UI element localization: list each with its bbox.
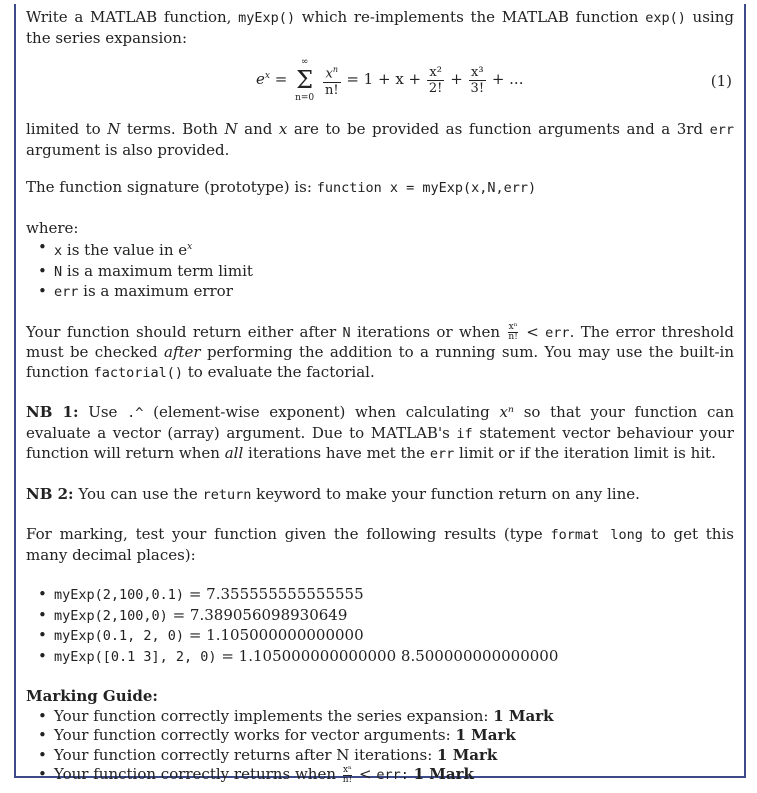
guide-text: Your function correctly returns when <box>54 765 336 783</box>
err-code: err: <box>376 767 409 783</box>
term-two-denominator: 2! <box>428 80 443 96</box>
nb2-label: NB 2: <box>26 484 74 503</box>
series-equation <box>26 54 734 116</box>
n-code: N <box>342 324 351 341</box>
variable-x: x <box>278 120 288 138</box>
return-paragraph <box>26 323 734 384</box>
emphasis-all: all <box>224 444 244 462</box>
nb1-text: Use <box>88 403 118 421</box>
list-item <box>54 606 734 627</box>
assignment-content <box>26 8 734 786</box>
test-call-code: myExp(2,100,0) <box>54 607 168 624</box>
limits-paragraph <box>26 120 734 160</box>
limits-text: limited to <box>26 120 101 138</box>
inline-denominator: n! <box>342 774 353 785</box>
sum-lower-limit: n=0 <box>295 93 315 103</box>
equation-body <box>256 56 523 114</box>
list-item <box>54 726 734 746</box>
return-text: Your function should return either after <box>26 322 337 341</box>
test-call-code: myExp(0.1, 2, 0) <box>54 628 185 644</box>
variable-n: N <box>224 120 238 138</box>
intro-paragraph <box>26 8 734 48</box>
nb1-paragraph <box>26 403 734 465</box>
guide-text: Your function correctly works for vector arguments: <box>54 726 451 744</box>
return-text: . The error threshold must be checked <box>26 322 734 361</box>
series-terms: = 1 + x + <box>346 70 422 88</box>
signature-paragraph <box>26 178 734 199</box>
nb2-text: keyword to make your function return on any line. <box>256 484 640 503</box>
builtin-function-code: exp() <box>645 10 686 26</box>
less-than: < <box>526 322 539 341</box>
numerator-exponent: n <box>332 65 338 75</box>
series-tail: + ... <box>491 70 524 88</box>
plus-sign: + <box>450 70 463 88</box>
param-code: x <box>54 243 63 259</box>
intro-text: Write a MATLAB function, <box>26 8 232 26</box>
if-keyword-code: if <box>456 425 473 442</box>
factorial-code: factorial() <box>93 364 183 381</box>
nb1-text: so that your function can evaluate a vector (array) argument. Due to MATLAB's <box>26 403 734 442</box>
guide-text: Your function correctly implements the series expansion: <box>54 706 489 725</box>
inline-denominator: n! <box>508 332 518 342</box>
nb2-text: You can use the <box>78 484 198 503</box>
return-text: performing the addition to a running sum. You may use the built-in function <box>26 343 734 381</box>
term-two-fraction <box>427 65 445 96</box>
test-call-code: myExp([0.1 3], 2, 0) <box>54 648 217 665</box>
inline-fraction <box>508 323 517 342</box>
intro-text: using the series expansion: <box>26 8 734 47</box>
where-label: where: <box>26 218 79 237</box>
return-keyword-code: return <box>202 486 252 503</box>
nb1-text: limit or if the iteration limit is hit. <box>458 444 716 462</box>
format-long-code: format long <box>550 527 643 543</box>
term-two-numerator: x² <box>427 65 445 81</box>
equation-number: (1) <box>710 72 732 90</box>
sigma-glyph: Σ <box>296 66 314 94</box>
assignment-page <box>14 4 746 785</box>
less-than: < <box>358 765 372 783</box>
param-code: N <box>54 263 63 280</box>
intro-text: which re-implements the MATLAB function <box>301 8 639 26</box>
guide-title-text: Marking Guide: <box>26 687 158 705</box>
numerator-base: x <box>325 66 333 82</box>
param-text: is a maximum term limit <box>66 261 253 280</box>
nb1-label: NB 1: <box>26 403 79 421</box>
list-item <box>54 647 734 668</box>
list-item <box>54 765 734 786</box>
x-power-n: xⁿ <box>499 403 515 421</box>
equation-lhs-exponent: x <box>264 71 270 81</box>
equation-lhs: e <box>256 70 265 88</box>
signature-label: The function signature (prototype) is: <box>26 178 312 196</box>
sum-upper-limit: ∞ <box>300 57 309 67</box>
nb1-text: (element-wise exponent) when calculating <box>153 403 490 421</box>
test-result: = 1.105000000000000 <box>188 626 364 644</box>
limits-text: are to be provided as function arguments and a 3rd <box>293 120 704 138</box>
list-item <box>54 626 734 647</box>
guide-mark: 1 Mark <box>493 706 554 725</box>
equals-sign: = <box>274 70 293 88</box>
test-call-code: myExp(2,100,0.1) <box>54 587 185 603</box>
test-result: = 1.105000000000000 8.500000000000000 <box>221 646 559 665</box>
list-item <box>54 585 734 606</box>
nb2-paragraph <box>26 485 734 506</box>
param-code: err <box>54 284 79 300</box>
return-text: to evaluate the factorial. <box>187 362 375 381</box>
list-item <box>54 238 734 262</box>
guide-mark: 1 Mark <box>413 765 474 783</box>
fraction-numerator <box>323 62 341 82</box>
summation-symbol <box>295 56 314 104</box>
limits-text: terms. Both <box>126 120 218 138</box>
marking-guide-list <box>26 707 734 786</box>
test-results-list <box>26 585 734 667</box>
function-name-code: myExp() <box>238 10 296 26</box>
inline-fraction <box>343 766 352 785</box>
fraction-denominator: n! <box>324 82 339 98</box>
inline-numerator: xⁿ <box>342 764 352 775</box>
term-three-fraction <box>469 65 487 96</box>
limits-text: argument is also provided. <box>26 140 230 159</box>
variable-n: N <box>107 120 121 138</box>
emphasis-after: after <box>164 343 201 361</box>
term-three-denominator: 3! <box>470 80 485 96</box>
list-item <box>54 746 734 766</box>
param-text: is a maximum error <box>83 282 233 300</box>
test-result: = 7.389056098930649 <box>172 605 348 624</box>
marking-intro-text: to get this many decimal places): <box>26 525 734 564</box>
guide-text: Your function correctly returns after N iterations: <box>54 745 433 764</box>
err-code: err <box>709 122 734 138</box>
nb1-text: iterations have met the <box>248 444 426 462</box>
marking-intro-paragraph <box>26 525 734 565</box>
list-item <box>54 707 734 727</box>
limits-text: and <box>244 120 273 138</box>
element-exponent-code: .^ <box>127 405 144 421</box>
param-exponent: x <box>187 242 193 252</box>
marking-guide-title <box>26 687 734 707</box>
nb1-text: statement vector behaviour your function will return when <box>26 423 734 462</box>
return-text: iterations or when <box>357 322 501 341</box>
term-three-numerator: x³ <box>469 65 487 81</box>
series-fraction <box>323 62 341 97</box>
test-result: = 7.355555555555555 <box>188 585 364 603</box>
err-code: err <box>545 324 570 341</box>
guide-mark: 1 Mark <box>437 745 498 764</box>
param-text: is the value in e <box>66 241 188 259</box>
marking-intro-text: For marking, test your function given the following results (type <box>26 525 543 543</box>
list-item <box>54 262 734 283</box>
inline-numerator: xⁿ <box>508 322 518 332</box>
signature-code: function x = myExp(x,N,err) <box>316 180 537 196</box>
parameter-list <box>26 238 734 303</box>
err-code: err <box>429 446 455 462</box>
guide-mark: 1 Mark <box>455 726 516 744</box>
list-item <box>54 282 734 303</box>
